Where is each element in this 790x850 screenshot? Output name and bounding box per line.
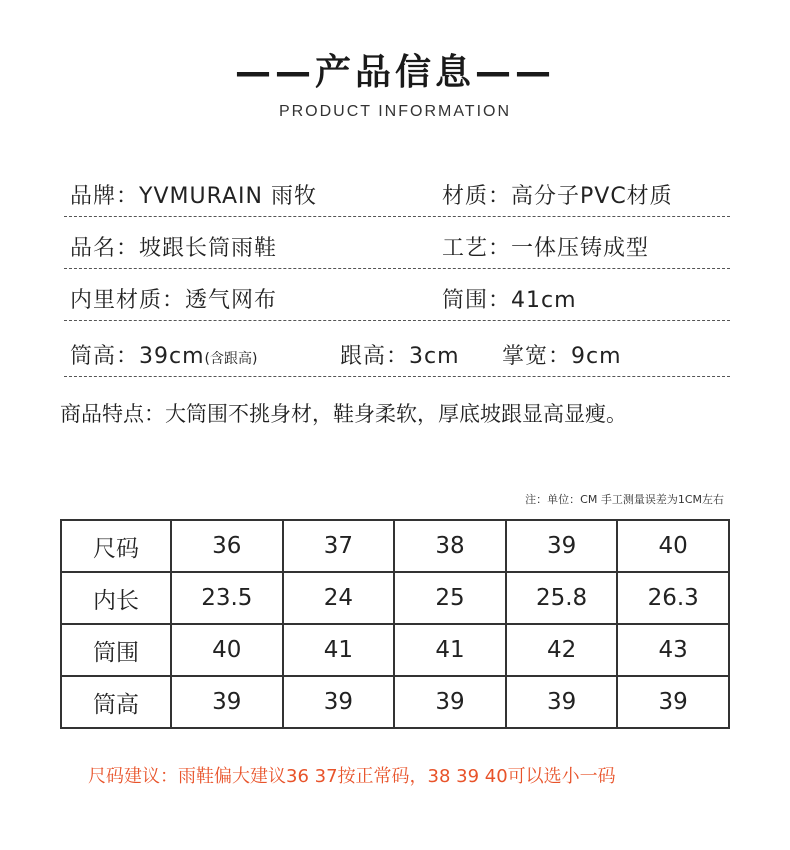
table-row bbox=[61, 572, 729, 624]
size-advice: 尺码建议：雨鞋偏大建议36 37按正常码，38 39 40可以选小一码 bbox=[88, 766, 616, 787]
table-cell: 39 bbox=[283, 676, 395, 728]
row-label: 内长 bbox=[61, 572, 171, 624]
spec-shaft-height bbox=[70, 339, 257, 370]
table-cell: 38 bbox=[394, 520, 506, 572]
table-cell: 25 bbox=[394, 572, 506, 624]
table-row bbox=[61, 624, 729, 676]
table-cell: 23.5 bbox=[171, 572, 283, 624]
spec-row-4 bbox=[64, 325, 730, 377]
table-cell: 41 bbox=[394, 624, 506, 676]
table-cell: 36 bbox=[171, 520, 283, 572]
spec-lining: 内里材质：透气网布 bbox=[70, 288, 278, 313]
table-cell: 37 bbox=[283, 520, 395, 572]
table-cell: 39 bbox=[617, 676, 729, 728]
table-cell: 40 bbox=[617, 520, 729, 572]
spec-shaft-height-value: 筒高：39cm bbox=[70, 344, 205, 369]
row-label: 尺码 bbox=[61, 520, 171, 572]
table-cell: 42 bbox=[506, 624, 618, 676]
table-cell: 24 bbox=[283, 572, 395, 624]
table-cell: 25.8 bbox=[506, 572, 618, 624]
measurement-note: 注：单位：CM 手工测量误差为1CM左右 bbox=[525, 493, 724, 506]
size-table bbox=[60, 519, 730, 729]
page-subtitle: PRODUCT INFORMATION bbox=[278, 103, 512, 120]
table-cell: 39 bbox=[506, 520, 618, 572]
size-table-body bbox=[61, 520, 729, 728]
spec-brand: 品牌：YVMURAIN 雨牧 bbox=[70, 184, 317, 209]
row-label: 筒围 bbox=[61, 624, 171, 676]
table-cell: 43 bbox=[617, 624, 729, 676]
table-cell: 41 bbox=[283, 624, 395, 676]
spec-row-3 bbox=[64, 269, 730, 321]
spec-shaft-height-note: (含跟高) bbox=[204, 351, 258, 367]
row-label: 筒高 bbox=[61, 676, 171, 728]
page-title: ——产品信息—— bbox=[234, 52, 555, 93]
spec-row-1 bbox=[64, 165, 730, 217]
spec-craft: 工艺：一体压铸成型 bbox=[442, 236, 650, 261]
table-cell: 40 bbox=[171, 624, 283, 676]
spec-row-2 bbox=[64, 217, 730, 269]
spec-heel-height: 跟高：3cm bbox=[340, 344, 460, 369]
spec-width: 掌宽：9cm bbox=[502, 344, 622, 369]
table-cell: 39 bbox=[506, 676, 618, 728]
spec-material: 材质：高分子PVC材质 bbox=[442, 184, 673, 209]
spec-name: 品名：坡跟长筒雨鞋 bbox=[70, 236, 278, 261]
spec-circumference: 筒围：41cm bbox=[442, 288, 577, 313]
table-row bbox=[61, 676, 729, 728]
product-features: 商品特点：大筒围不挑身材，鞋身柔软，厚底坡跟显高显瘦。 bbox=[60, 402, 627, 426]
table-cell: 39 bbox=[171, 676, 283, 728]
table-row bbox=[61, 520, 729, 572]
table-cell: 26.3 bbox=[617, 572, 729, 624]
table-cell: 39 bbox=[394, 676, 506, 728]
